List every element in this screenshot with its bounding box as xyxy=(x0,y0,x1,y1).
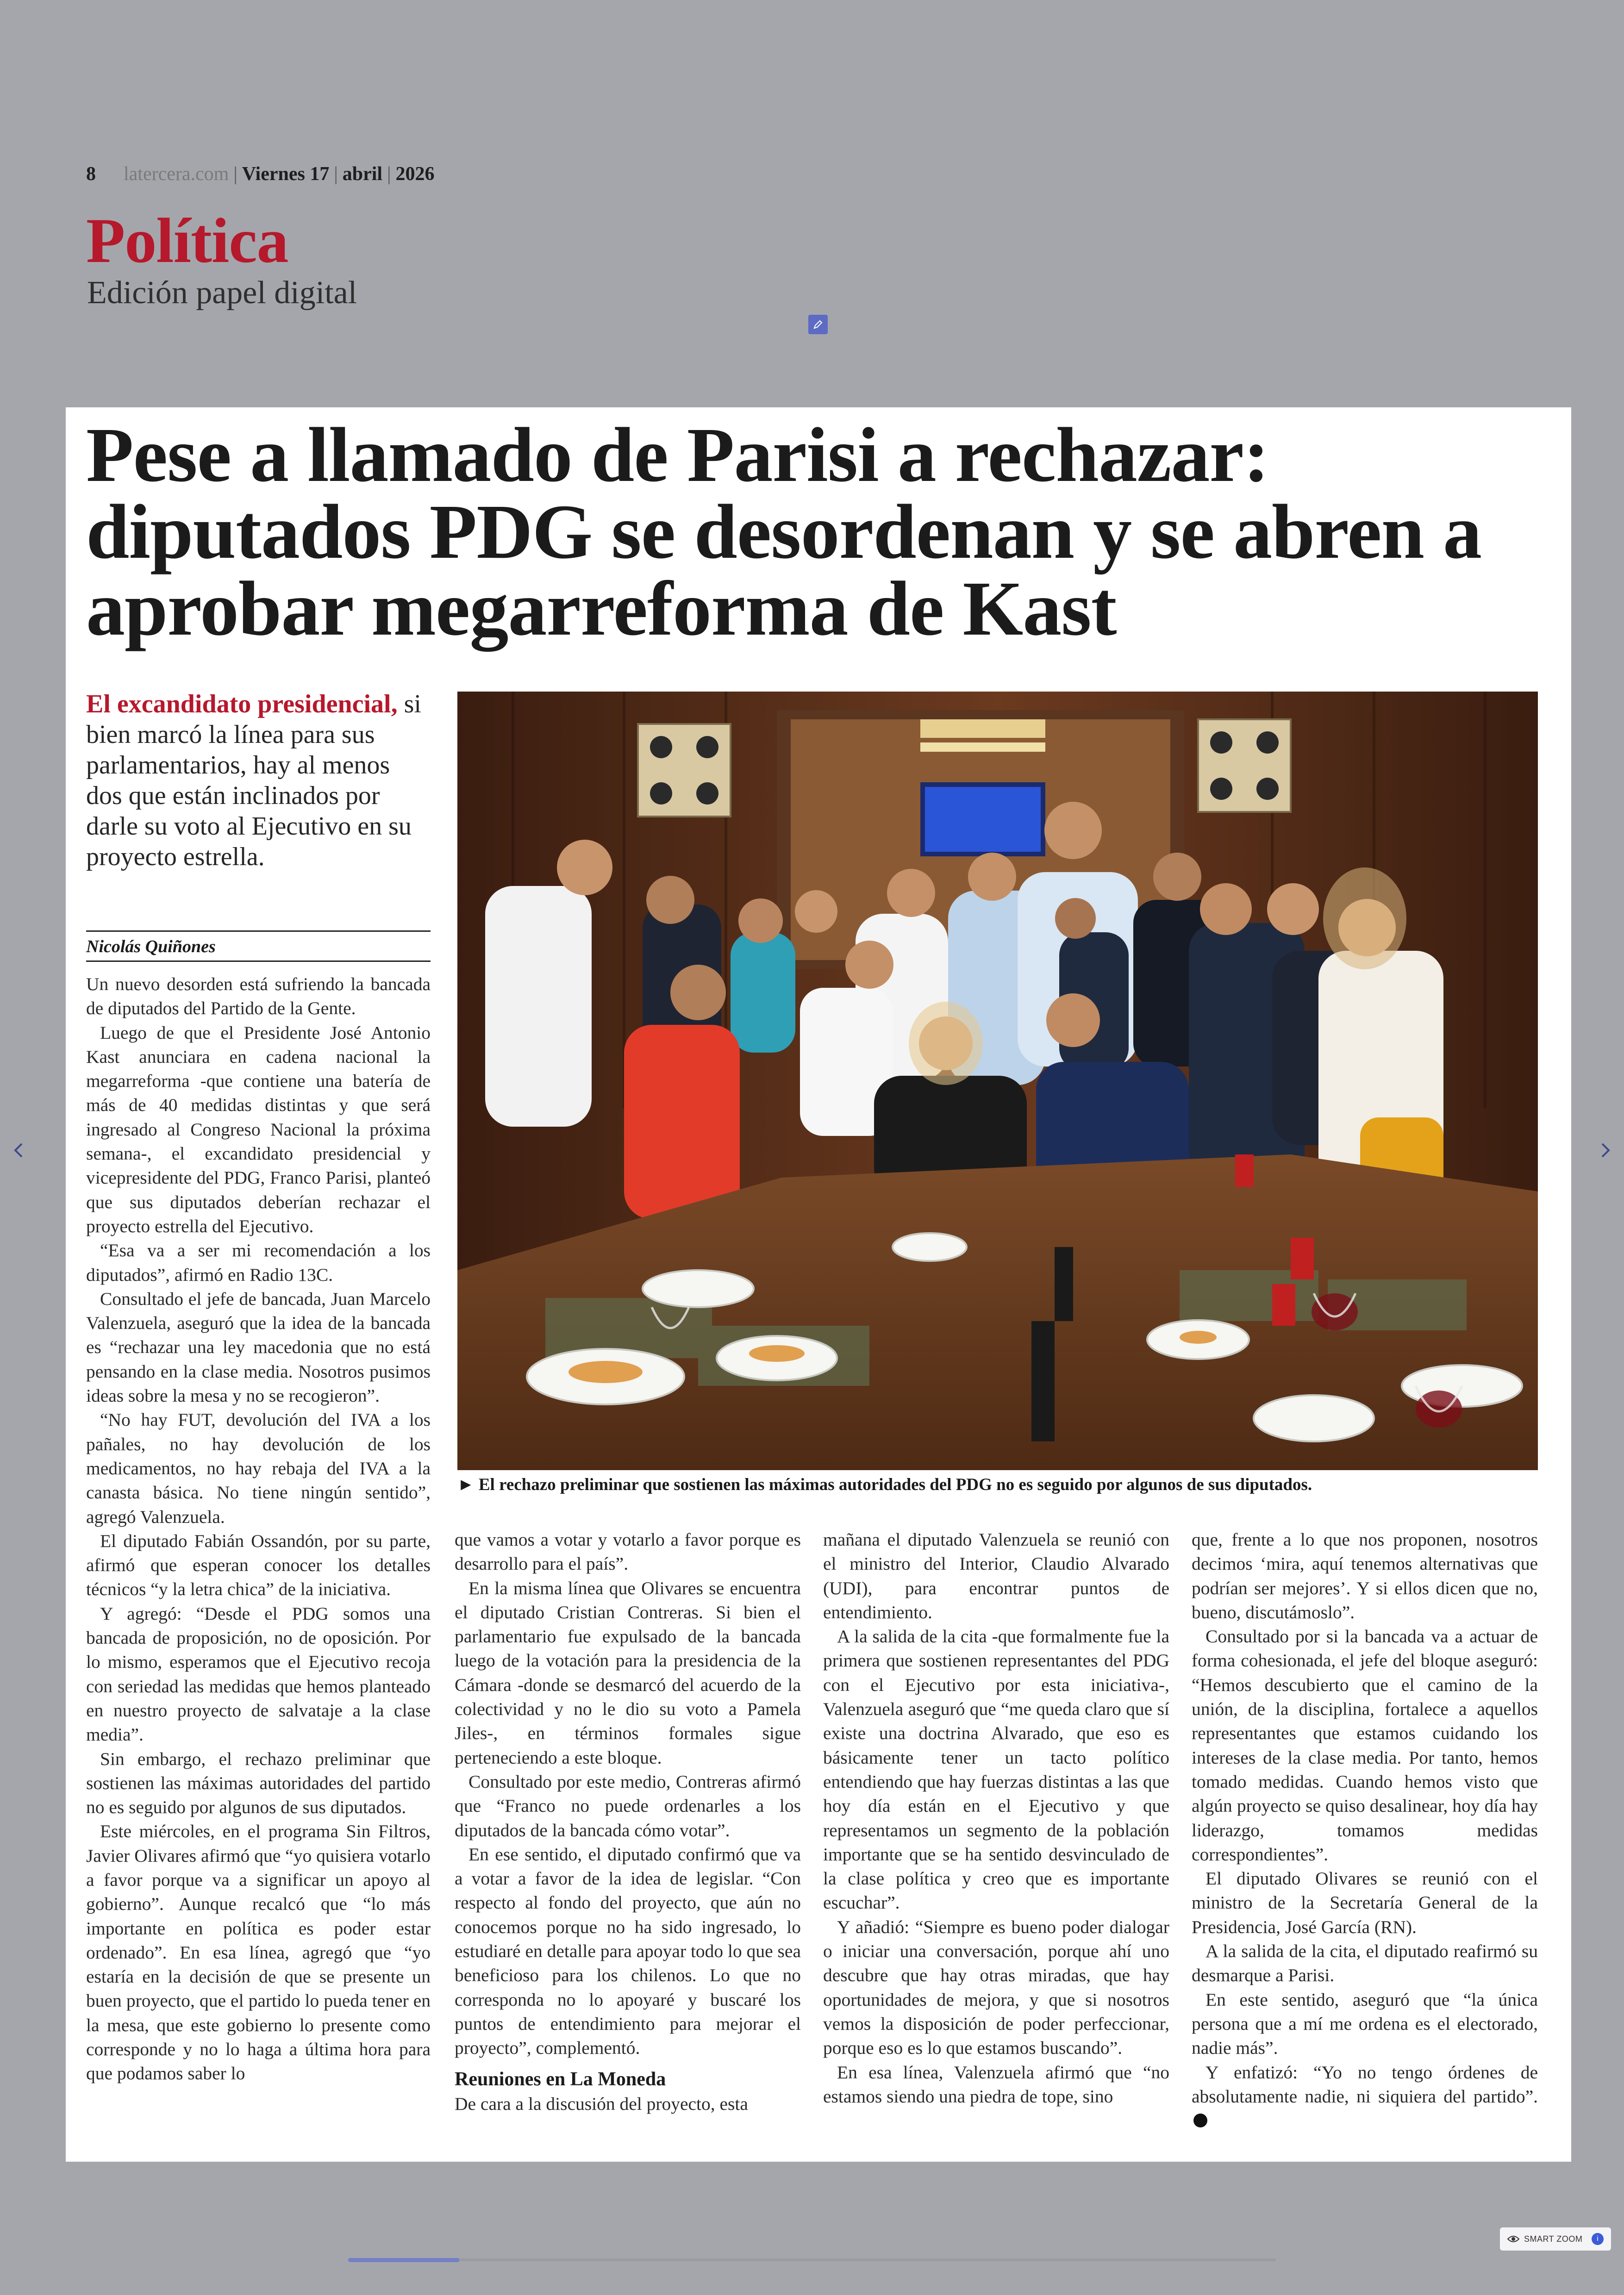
end-mark-icon xyxy=(1193,2114,1207,2127)
paragraph: En la misma línea que Olivares se encuentra el diputado Cristian Contreras. Si bien el parlamentario fue expulsado de la bancada luego de la votación para la presidencia de la Cámara -donde se desmarcó del acuerdo de la colectividad y no le dio su voto a Pamela Jiles-, en términos formales sigue perteneciendo a este bloque. xyxy=(455,1578,801,1768)
paragraph: A la salida de la cita -que formalmente fue la primera que sostienen representantes del PDG con el Ejecutivo por esta iniciativa-, Valenzuela aseguró que “me queda claro que sí existe una doctrina Alvarado, que eso es básicamente tener un tacto político entendiendo que hay fuerzas distintas a las que hoy día están en el Ejecutivo y que representamos un segmento de la población importante que se ha sentido desvinculado de la clase política y creo que es importante escuchar”. xyxy=(823,1626,1169,1913)
paragraph: Consultado por si la bancada va a actuar de forma cohesionada, el jefe del bloque aseguró: “Hemos descubierto que el camino de la unión, de la disciplina, fortalece a aquellos representantes que estamos cuidando los intereses de la clase media. Por tanto, hemos tomado medidas. Cuando hemos visto que algún proyecto se quiso desalinear, hoy día hay liderazgo, tomamos medidas correspondientes”. xyxy=(1192,1626,1538,1865)
edition-subtitle: Edición papel digital xyxy=(87,275,357,311)
byline: Nicolás Quiñones xyxy=(86,930,431,962)
article-headline: Pese a llamado de Parisi a rechazar: diputados PDG se desordenan y se abren a aprobar megarreforma de Kast xyxy=(86,412,1482,652)
paragraph xyxy=(1192,2060,1538,2133)
folio-day: Viernes 17 xyxy=(242,163,330,185)
paragraph: Luego de que el Presidente José Antonio Kast anunciara en cadena nacional la megarreforma -que contiene una batería de más de 40 medidas distintas y que será ingresado al Congreso Nacional la próxima semana-, el excandidato presidencial y vicepresidente del PDG, Franco Parisi, planteó que sus diputados deberían rechazar el proyecto estrella del Ejecutivo. xyxy=(86,1022,431,1236)
paragraph: “Esa va a ser mi recomendación a los diputados”, afirmó en Radio 13C. xyxy=(86,1240,431,1285)
paragraph: Y agregó: “Desde el PDG somos una bancada de proposición, no de oposición. Por lo mismo, esperamos que el Ejecutivo recoja con seriedad las medidas que hemos planteado en nuestro proyecto de salvataje a la clase media”. xyxy=(86,1603,431,1745)
paragraph: mañana el diputado Valenzuela se reunió con el ministro del Interior, Claudio Alvarado (UDI), para encontrar puntos de entendimiento. xyxy=(823,1529,1169,1622)
chevron-right-icon xyxy=(1596,1141,1614,1160)
article-lede xyxy=(86,689,429,872)
paragraph: Este miércoles, en el programa Sin Filtros, Javier Olivares afirmó que “yo quisiera votarlo a favor porque va a significar un apoyo al gobierno”. Aunque recalcó que “lo más importante en política es poder estar ordenado”. En esa línea, agregó que “yo estaría en la decisión de que se presente un buen proyecto, que el partido lo pueda tener en la mesa, que este gobierno lo presente como corresponde y no lo haga a última hora para que podamos saber lo xyxy=(86,1821,431,2084)
paragraph: El diputado Fabián Ossandón, por su parte, afirmó que esperan conocer los detalles técnicos “y la letra chica” de la iniciativa. xyxy=(86,1530,431,1600)
newspaper-page xyxy=(66,407,1571,2162)
smart-zoom-label: SMART ZOOM xyxy=(1524,2234,1583,2244)
page-number: 8 xyxy=(86,163,96,185)
edit-button[interactable] xyxy=(808,315,828,334)
lede-highlight: El excandidato presidencial, xyxy=(86,690,398,718)
folio-separator: | xyxy=(387,163,391,185)
next-page-button[interactable] xyxy=(1589,1134,1621,1166)
eye-icon xyxy=(1507,2235,1519,2243)
paragraph: De cara a la discusión del proyecto, esta xyxy=(455,2093,748,2114)
article-column-2 xyxy=(455,1528,801,2116)
folio-separator: | xyxy=(233,163,237,185)
article-column-1 xyxy=(86,972,431,2086)
paragraph: Un nuevo desorden está sufriendo la bancada de diputados del Partido de la Gente. xyxy=(86,974,431,1019)
pencil-icon xyxy=(812,319,824,330)
article-photo[interactable] xyxy=(457,692,1538,1470)
paragraph: Sin embargo, el rechazo preliminar que sostienen las máximas autoridades del partido no es seguido por algunos de sus diputados. xyxy=(86,1748,431,1818)
paragraph: En ese sentido, el diputado confirmó que va a votar a favor de la idea de legislar. “Con respecto al fondo del proyecto, que aún no conocemos porque no ha sido ingresado, lo estudiaré en detalle para apoyar todo lo que sea beneficioso para los chilenos. Lo que no corresponda no lo apoyaré y buscaré los puntos de entendimiento para mejorar el proyecto”, complementó. xyxy=(455,1844,801,2058)
paragraph: Y añadió: “Siempre es bueno poder dialogar o iniciar una conversación, porque ahí uno descubre que hay otras miradas, que hay oportunidades de mejora, y que si nosotros vemos la disposición de poder perfeccionar, porque eso es lo que estamos buscando”. xyxy=(823,1916,1169,2058)
paragraph: El diputado Olivares se reunió con el ministro de la Secretaría General de la Presidencia, José García (RN). xyxy=(1192,1868,1538,1937)
folio-month: abril xyxy=(342,163,383,185)
page-scrollbar-track[interactable] xyxy=(348,2258,1276,2261)
paragraph: En este sentido, aseguró que “la única persona que a mí me ordena es el electorado, nadie más”. xyxy=(1192,1989,1538,2058)
paragraph: que vamos a votar y votarlo a favor porque es desarrollo para el país”. xyxy=(455,1529,801,1574)
group-dinner-photo xyxy=(457,692,1538,1470)
info-icon[interactable]: i xyxy=(1592,2233,1604,2245)
photo-caption: ► El rechazo preliminar que sostienen las máximas autoridades del PDG no es seguido por algunos de sus diputados. xyxy=(457,1475,1312,1494)
site-name: latercera.com xyxy=(124,163,229,185)
lede-text: si bien marcó la línea para sus parlamentarios, hay al menos dos que están inclinados por darle su voto al Ejecutivo en su proyecto estrella. xyxy=(86,690,421,871)
paragraph: A la salida de la cita, el diputado reafirmó su desmarque a Parisi. xyxy=(1192,1941,1538,1986)
paragraph: que, frente a lo que nos proponen, nosotros decimos ‘mira, aquí tenemos alternativas que podrían ser mejores’. Y si ellos dicen que no, bueno, discutámoslo”. xyxy=(1192,1529,1538,1622)
paragraph: “No hay FUT, devolución del IVA a los pañales, no hay devolución de los medicamentos, no hay rebaja del IVA a la canasta básica. No tiene ningún sentido”, agregó Valenzuela. xyxy=(86,1409,431,1527)
section-title: Política xyxy=(86,205,288,276)
paragraph: En esa línea, Valenzuela afirmó que “no estamos siendo una piedra de tope, sino xyxy=(823,2062,1169,2107)
paragraph-text: Y enfatizó: “Yo no tengo órdenes de absolutamente nadie, ni siquiera del partido”. xyxy=(1192,2062,1538,2107)
folio-year: 2026 xyxy=(395,163,435,185)
smart-zoom-button[interactable] xyxy=(1500,2227,1611,2251)
chevron-left-icon xyxy=(10,1141,28,1160)
folio-separator: | xyxy=(334,163,338,185)
previous-page-button[interactable] xyxy=(3,1134,35,1166)
subheading: Reuniones en La Moneda xyxy=(455,2068,666,2090)
folio-line xyxy=(86,162,435,186)
article-column-3 xyxy=(823,1528,1169,2108)
page-scrollbar-thumb[interactable] xyxy=(348,2258,459,2262)
paragraph: Consultado el jefe de bancada, Juan Marcelo Valenzuela, aseguró que la idea de la bancada es “rechazar una ley macedonia que no está pensando en la clase media. Nosotros pusimos ideas sobre la mesa y no se recogieron”. xyxy=(86,1288,431,1406)
paragraph: Consultado por este medio, Contreras afirmó que “Franco no puede ordenarles a los diputados de la bancada cómo votar”. xyxy=(455,1771,801,1840)
article-column-4 xyxy=(1192,1528,1538,2133)
